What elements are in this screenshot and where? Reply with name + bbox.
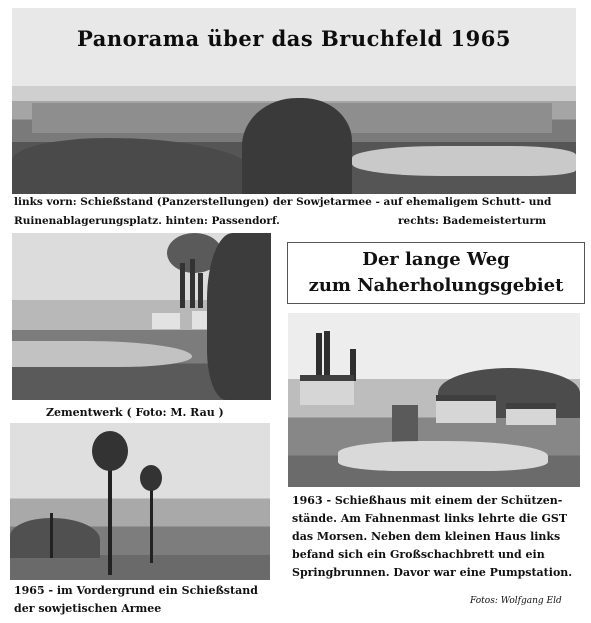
chimney: [190, 259, 195, 308]
shooting-house-caption-line4: befand sich ein Großschachbrett und ein: [292, 548, 545, 561]
panorama-title: Panorama über das Bruchfeld 1965: [77, 26, 511, 51]
shooting-house-caption-line2: stände. Am Fahnenmast links lehrte die GST: [292, 512, 568, 525]
shooting-house-photo: [288, 313, 580, 487]
tree-trunk: [150, 483, 153, 563]
panorama-caption-line2-left: Ruinenablagerungsplatz. hinten: Passendorf.: [14, 215, 280, 227]
y1965-caption-line1: 1965 - im Vordergrund ein Schießstand: [14, 584, 258, 597]
heading-box: [287, 242, 585, 304]
cement-factory-photo: [12, 233, 271, 400]
chimney: [180, 263, 185, 308]
photo-credit: Fotos: Wolfgang Eld: [470, 596, 562, 606]
tree-crown: [140, 465, 162, 491]
house: [506, 403, 556, 425]
tree-crown: [92, 431, 128, 471]
tree-trunk: [108, 465, 112, 575]
panorama-caption-line2-right: rechts: Bademeisterturm: [398, 215, 547, 227]
shooting-house: [436, 395, 496, 423]
heading-line1: Der lange Weg: [362, 249, 510, 270]
tree: [242, 98, 352, 194]
panorama-caption-line1: links vorn: Schießstand (Panzerstellungen) der Sowjetarmee - auf ehemaligem Schutt- und: [14, 196, 552, 208]
lake: [352, 146, 576, 176]
foreground-trees: [12, 138, 252, 194]
chimney: [324, 331, 330, 381]
shooting-house-caption-line3: das Morsen. Neben dem kleinen Haus links: [292, 530, 561, 543]
heading-line2: zum Naherholungsgebiet: [308, 275, 564, 296]
lake: [12, 341, 192, 367]
pond: [338, 441, 548, 471]
factory-building: [152, 313, 180, 329]
panorama-photo: [12, 8, 576, 194]
shooting-stand: [392, 405, 418, 445]
shooting-house-caption-line5: Springbrunnen. Davor war eine Pumpstation.: [292, 566, 573, 579]
bush: [10, 518, 100, 558]
shooting-stand-1965-photo: [10, 423, 270, 580]
foliage: [207, 233, 271, 400]
tree-trunk: [50, 513, 53, 558]
cement-caption: Zementwerk ( Foto: M. Rau ): [46, 406, 224, 419]
chimney: [316, 333, 322, 381]
shooting-house-caption-line1: 1963 - Schießhaus mit einem der Schützen-: [292, 494, 563, 507]
house: [300, 375, 354, 405]
chimney: [198, 273, 203, 308]
y1965-caption-line2: der sowjetischen Armee: [14, 602, 162, 615]
